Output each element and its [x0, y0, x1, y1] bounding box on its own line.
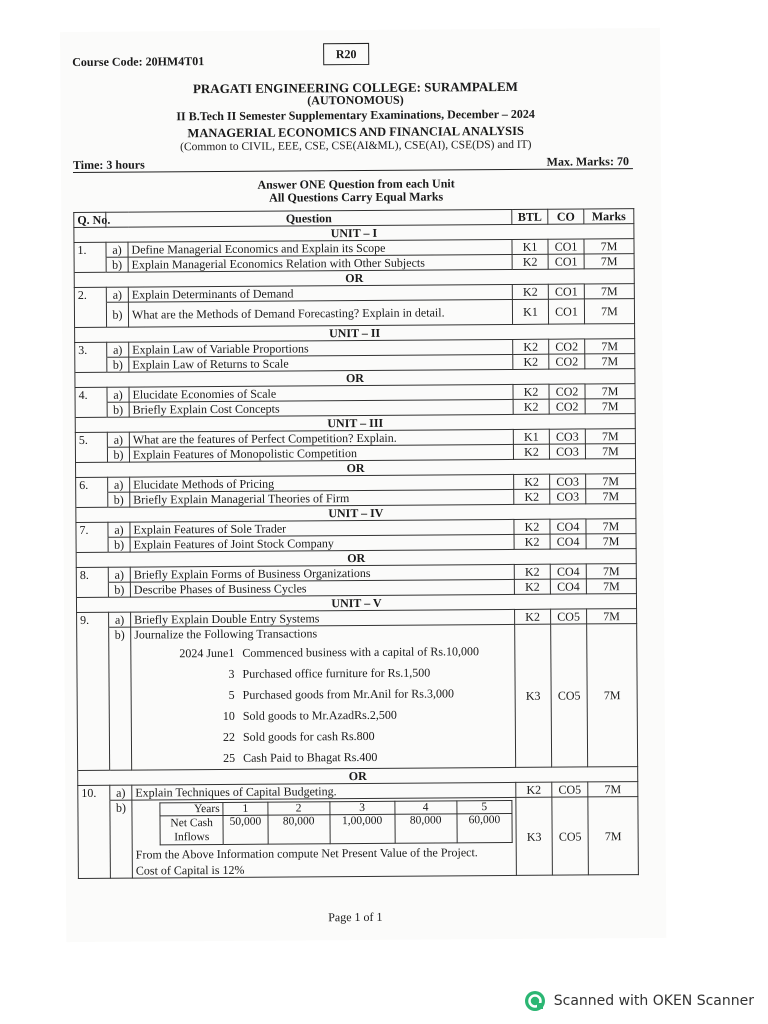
question-text: Explain Features of Joint Stock Company — [130, 534, 514, 552]
part-label: b) — [108, 492, 130, 507]
part-label: b) — [106, 257, 128, 272]
scanner-label: Scanned with OKEN Scanner — [553, 993, 754, 1009]
marks-value: 7M — [586, 534, 636, 549]
transaction-text: Purchased office furniture for Rs.1,500 — [242, 665, 431, 681]
marks-value: 7M — [584, 299, 634, 324]
college-name: PRAGATI ENGINEERING COLLEGE: SURAMPALEM — [192, 78, 518, 97]
transaction-date: 5 — [228, 687, 235, 702]
marks-value: 7M — [587, 624, 638, 767]
inflow-cell: 80,000 — [268, 815, 330, 844]
header-co: CO — [548, 209, 584, 224]
co-value: CO4 — [550, 534, 586, 549]
list-item — [135, 725, 512, 749]
npv-instruction: From the Above Information compute Net Present Value of the Project. — [135, 845, 478, 862]
or-separator: OR — [76, 549, 636, 568]
table-row — [77, 624, 638, 771]
btl-value: K2 — [514, 519, 550, 534]
exam-title: II B.Tech II Semester Supplementary Examinations, December – 2024 — [176, 106, 535, 124]
marks-value: 7M — [586, 579, 636, 594]
list-item — [135, 683, 512, 707]
question-text: What are the Methods of Demand Forecasting? Explain in detail. — [128, 299, 512, 327]
co-value: CO2 — [549, 339, 585, 354]
header-btl: BTL — [512, 209, 548, 224]
co-value: CO1 — [548, 299, 584, 324]
regulation-box: R20 — [323, 43, 369, 65]
part-label: a) — [106, 287, 128, 302]
autonomous-label: (AUTONOMOUS) — [307, 92, 404, 108]
marks-value: 7M — [586, 564, 636, 579]
transaction-date: 10 — [222, 708, 235, 723]
question-number: 4. — [75, 387, 107, 402]
inflow-cell: 50,000 — [223, 815, 268, 844]
cash-flow-table — [159, 800, 512, 845]
subject-title: MANAGERIAL ECONOMICS AND FINANCIAL ANALYSIS — [187, 123, 524, 141]
inflow-cell: 80,000 — [395, 814, 457, 843]
marks-value: 7M — [585, 339, 635, 354]
btl-value: K2 — [514, 564, 550, 579]
co-value: CO2 — [549, 354, 585, 369]
co-value: CO5 — [552, 782, 588, 797]
year-cell: 2 — [267, 802, 329, 815]
question-text: Journalize the Following Transactions — [134, 626, 318, 642]
question-text: Explain Law of Returns to Scale — [129, 354, 513, 372]
marks-value: 7M — [584, 254, 634, 269]
question-text: Describe Phases of Business Cycles — [130, 579, 514, 597]
transaction-text: Sold goods for cash Rs.800 — [242, 728, 375, 744]
btl-value: K2 — [512, 254, 548, 269]
part-label: a) — [108, 567, 130, 582]
co-value: CO5 — [551, 624, 588, 767]
question-cell — [132, 797, 517, 878]
btl-value: K2 — [515, 609, 551, 624]
co-value: CO1 — [548, 284, 584, 299]
marks-value: 7M — [585, 399, 635, 414]
question-number: 6. — [76, 477, 108, 492]
part-label: b) — [108, 537, 130, 552]
header-rule — [73, 168, 633, 173]
co-value: CO1 — [548, 254, 584, 269]
marks-value: 7M — [588, 797, 639, 875]
part-label: b) — [107, 402, 129, 417]
question-number: 1. — [74, 242, 106, 257]
table-row — [78, 797, 639, 879]
btl-value: K2 — [512, 284, 548, 299]
question-table — [73, 208, 639, 879]
unit-heading: UNIT – II — [75, 324, 635, 343]
marks-value: 7M — [585, 384, 635, 399]
part-label: a) — [107, 387, 129, 402]
course-code: Course Code: 20HM4T01 — [72, 54, 205, 70]
part-label: b) — [109, 627, 132, 770]
transaction-text: Sold goods to Mr.AzadRs.2,500 — [242, 707, 397, 723]
inflows-row — [160, 813, 512, 844]
marks-value: 7M — [585, 429, 635, 444]
or-separator: OR — [75, 369, 635, 388]
transaction-list — [134, 639, 512, 770]
inflows-label: Net Cash Inflows — [160, 815, 223, 844]
year-cell: 3 — [330, 801, 395, 814]
table-row — [74, 299, 634, 328]
time-label: Time: 3 hours — [72, 157, 145, 173]
question-number: 7. — [76, 522, 108, 537]
marks-value: 7M — [588, 782, 638, 797]
part-label: a) — [109, 612, 131, 627]
part-label: b) — [106, 302, 128, 327]
co-value: CO5 — [552, 797, 589, 875]
exam-paper — [60, 28, 666, 942]
scanner-watermark — [524, 990, 754, 1012]
btl-value: K2 — [513, 444, 549, 459]
co-value: CO3 — [550, 489, 586, 504]
or-separator: OR — [76, 459, 636, 478]
question-text: Briefly Explain Cost Concepts — [129, 399, 513, 417]
transaction-text: Purchased goods from Mr.Anil for Rs.3,000 — [242, 686, 455, 702]
co-value: CO3 — [549, 429, 585, 444]
btl-value: K2 — [514, 474, 550, 489]
btl-value: K2 — [516, 782, 552, 797]
btl-value: K3 — [516, 797, 553, 875]
question-text: Explain Techniques of Capital Budgeting. — [132, 782, 516, 800]
question-number: 9. — [77, 612, 109, 627]
transaction-text: Commenced business with a capital of Rs.10,000 — [242, 644, 480, 660]
header-qno: Q. No. — [74, 212, 106, 227]
marks-value: 7M — [584, 284, 634, 299]
list-item — [135, 704, 512, 728]
question-text: Elucidate Economies of Scale — [129, 384, 513, 402]
co-value: CO2 — [549, 399, 585, 414]
btl-value: K1 — [513, 429, 549, 444]
part-label: a) — [107, 432, 129, 447]
marks-value: 7M — [584, 239, 634, 254]
marks-value: 7M — [586, 489, 636, 504]
header-question: Question — [106, 209, 512, 227]
marks-value: 7M — [586, 519, 636, 534]
marks-value: 7M — [586, 474, 636, 489]
part-label: a) — [107, 342, 129, 357]
question-text: Briefly Explain Managerial Theories of Firm — [130, 489, 514, 507]
common-branches: (Common to CIVIL, EEE, CSE, CSE(AI&ML), CSE(AI), CSE(DS) and IT) — [180, 138, 532, 154]
question-text: Briefly Explain Double Entry Systems — [131, 609, 515, 627]
co-value: CO4 — [550, 579, 586, 594]
transaction-date: 25 — [223, 750, 236, 765]
year-cell: 1 — [223, 802, 267, 815]
btl-value: K2 — [514, 534, 550, 549]
marks-value: 7M — [587, 609, 637, 624]
or-separator: OR — [78, 767, 638, 786]
transaction-date: 3 — [228, 666, 235, 681]
question-text: Briefly Explain Forms of Business Organizations — [130, 564, 514, 582]
question-cell — [131, 624, 516, 770]
question-text: Explain Features of Sole Trader — [130, 519, 514, 537]
marks-value: 7M — [585, 444, 635, 459]
btl-value: K1 — [512, 299, 548, 324]
question-number: 2. — [74, 287, 106, 302]
question-text: Explain Features of Monopolistic Competition — [129, 444, 513, 462]
btl-value: K2 — [513, 339, 549, 354]
year-cell: 4 — [394, 801, 456, 814]
part-label: b) — [107, 357, 129, 372]
oken-scanner-logo-icon — [524, 990, 546, 1012]
list-item — [135, 746, 512, 770]
cost-of-capital: Cost of Capital is 12% — [135, 862, 245, 878]
question-text: What are the features of Perfect Competition? Explain. — [129, 429, 513, 447]
question-number: 10. — [78, 785, 110, 800]
question-text: Elucidate Methods of Pricing — [130, 474, 514, 492]
inflow-cell: 60,000 — [457, 813, 513, 842]
unit-heading: UNIT – III — [75, 414, 635, 433]
unit-heading: UNIT – IV — [76, 504, 636, 523]
btl-value: K3 — [515, 624, 552, 767]
question-number: 8. — [76, 567, 108, 582]
co-value: CO4 — [550, 564, 586, 579]
list-item — [134, 641, 511, 665]
co-value: CO1 — [548, 239, 584, 254]
part-label: a) — [106, 242, 128, 257]
or-separator: OR — [74, 269, 634, 288]
page-number: Page 1 of 1 — [328, 909, 383, 925]
question-text: Explain Managerial Economics Relation with Other Subjects — [128, 254, 512, 272]
question-number: 3. — [75, 342, 107, 357]
unit-heading: UNIT – I — [74, 224, 634, 243]
co-value: CO3 — [549, 444, 585, 459]
btl-value: K2 — [514, 579, 550, 594]
header-marks: Marks — [584, 209, 634, 224]
part-label: a) — [108, 522, 130, 537]
years-label: Years — [160, 802, 223, 815]
part-label: a) — [108, 477, 130, 492]
instruction-2: All Questions Carry Equal Marks — [269, 189, 444, 205]
co-value: CO3 — [550, 474, 586, 489]
question-number: 5. — [75, 432, 107, 447]
btl-value: K2 — [513, 354, 549, 369]
instruction-1: Answer ONE Question from each Unit — [257, 176, 455, 192]
part-label: b) — [108, 582, 130, 597]
unit-heading: UNIT – V — [76, 594, 636, 613]
inflow-cell: 1,00,000 — [330, 814, 395, 843]
question-text: Explain Law of Variable Proportions — [129, 339, 513, 357]
btl-value: K1 — [512, 239, 548, 254]
btl-value: K2 — [513, 384, 549, 399]
btl-value: K2 — [514, 489, 550, 504]
year-cell: 5 — [457, 800, 512, 813]
co-value: CO5 — [551, 609, 587, 624]
co-value: CO4 — [550, 519, 586, 534]
transaction-date: 22 — [222, 729, 235, 744]
question-text: Explain Determinants of Demand — [128, 284, 512, 302]
marks-value: 7M — [585, 354, 635, 369]
part-label: a) — [110, 785, 132, 800]
part-label: b) — [107, 447, 129, 462]
part-label: b) — [110, 800, 133, 878]
co-value: CO2 — [549, 384, 585, 399]
question-text: Define Managerial Economics and Explain its Scope — [128, 239, 512, 257]
btl-value: K2 — [513, 399, 549, 414]
list-item — [134, 662, 511, 686]
transaction-text: Cash Paid to Bhagat Rs.400 — [243, 749, 378, 765]
transaction-date: 2024 June1 — [179, 645, 235, 661]
max-marks-label: Max. Marks: 70 — [546, 154, 629, 169]
